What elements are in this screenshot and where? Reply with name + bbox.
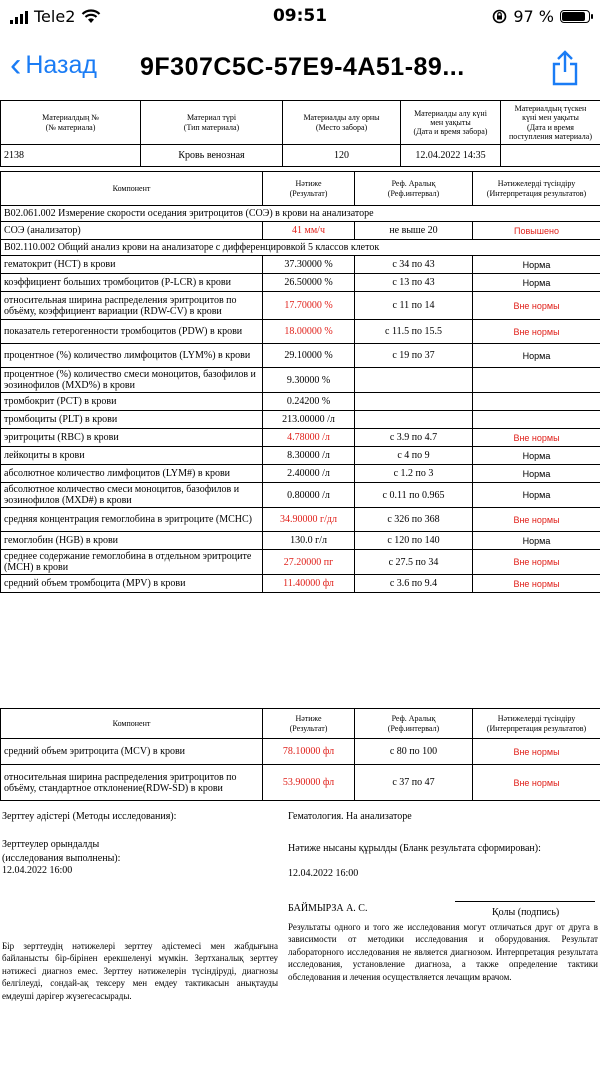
interpretation-cell: Вне нормы: [473, 575, 600, 593]
table-row: [1, 222, 600, 240]
component-cell: абсолютное количество лимфоцитов (LYM#) в крови: [1, 465, 263, 483]
results-table: [0, 171, 600, 593]
result-cell: 29.10000 %: [263, 344, 355, 368]
reference-cell: с 326 по 368: [355, 508, 473, 532]
reference-cell: [355, 411, 473, 429]
material-number-header: Материалдың № (№ материала): [1, 101, 141, 145]
component-header: Компонент: [1, 709, 263, 739]
reference-cell: с 19 по 37: [355, 344, 473, 368]
material-number: 2138: [1, 145, 141, 167]
component-cell: лейкоциты в крови: [1, 447, 263, 465]
reference-header: Реф. Аралық (Реф.интервал): [355, 172, 473, 206]
result-cell: 37.30000 %: [263, 256, 355, 274]
table-row: [1, 447, 600, 465]
document-page-2: [0, 708, 600, 801]
result-cell: 41 мм/ч: [263, 222, 355, 240]
table-row: [1, 550, 600, 575]
interpretation-cell: Норма: [473, 532, 600, 550]
reference-cell: не выше 20: [355, 222, 473, 240]
collection-date: 12.04.2022 14:35: [401, 145, 501, 167]
battery-percentage: 97 %: [513, 7, 554, 26]
result-cell: 18.00000 %: [263, 320, 355, 344]
note-russian: Результаты одного и того же исследования могут отличаться друг от друга в зависимости от методики исследования и оборудования. Результат лабораторного исследования не является диагнозом. Интерпретация результата исследования, установление диагноза, а также определение тактики обследования и лечения осуществляется лечащим врачом.: [288, 922, 598, 982]
document-page-1: [0, 100, 600, 593]
component-cell: СОЭ (анализатор): [1, 222, 263, 240]
table-row: [1, 274, 600, 292]
method-value: Гематология. На анализаторе: [288, 811, 412, 822]
table-row: [1, 256, 600, 274]
performed-date: 12.04.2022 16:00: [2, 865, 73, 876]
table-row: [1, 429, 600, 447]
document-title: 9F307C5C-57E9-4A51-89...: [140, 53, 465, 81]
reference-cell: с 37 по 47: [355, 765, 473, 801]
share-icon: [550, 50, 580, 86]
arrival-date: [501, 145, 600, 167]
chevron-left-icon: ‹: [10, 46, 22, 84]
signature-line: [455, 901, 595, 902]
reference-cell: с 1.2 по 3: [355, 465, 473, 483]
reference-cell: с 120 по 140: [355, 532, 473, 550]
interpretation-cell: Норма: [473, 483, 600, 508]
result-cell: 0.24200 %: [263, 393, 355, 411]
interpretation-cell: [473, 393, 600, 411]
document-footer: [0, 805, 600, 1066]
interpretation-cell: [473, 411, 600, 429]
section-cbc-title: B02.110.002 Общий анализ крови на анализаторе с дифференцировкой 5 классов клеток: [1, 240, 600, 256]
interpretation-cell: Норма: [473, 447, 600, 465]
reference-cell: с 3.9 по 4.7: [355, 429, 473, 447]
interpretation-cell: Вне нормы: [473, 508, 600, 532]
collection-place: 120: [283, 145, 401, 167]
component-cell: тромбокрит (PCT) в крови: [1, 393, 263, 411]
reference-cell: с 11.5 по 15.5: [355, 320, 473, 344]
formed-date: 12.04.2022 16:00: [288, 868, 359, 879]
table-row: [1, 320, 600, 344]
material-type-header: Материал түрі (Тип материала): [141, 101, 283, 145]
collection-place-header: Материалды алу орны (Место забора): [283, 101, 401, 145]
table-row: [1, 765, 600, 801]
component-cell: коэффициент больших тромбоцитов (P-LCR) в крови: [1, 274, 263, 292]
battery-icon: [560, 10, 590, 23]
reference-cell: [355, 368, 473, 393]
back-label: Назад: [25, 50, 97, 79]
table-row: [1, 483, 600, 508]
component-header: Компонент: [1, 172, 263, 206]
result-cell: 27.20000 пг: [263, 550, 355, 575]
arrival-date-header: Материалдың түскен күні мен уақыты (Дата и время поступления материала): [501, 101, 600, 145]
reference-header: Реф. Аралық (Реф.интервал): [355, 709, 473, 739]
interpretation-cell: Вне нормы: [473, 550, 600, 575]
table-row: [1, 411, 600, 429]
component-cell: средний объем эритроцита (MCV) в крови: [1, 739, 263, 765]
table-row: [1, 393, 600, 411]
result-cell: 53.90000 фл: [263, 765, 355, 801]
reference-cell: с 27.5 по 34: [355, 550, 473, 575]
share-button[interactable]: [550, 50, 580, 91]
interpretation-cell: Норма: [473, 274, 600, 292]
navigation-bar: [0, 36, 600, 101]
page-break: [0, 620, 600, 708]
component-cell: тромбоциты (PLT) в крови: [1, 411, 263, 429]
signature-label: Қолы (подпись): [492, 907, 560, 918]
table-row: [1, 368, 600, 393]
results-table-page-2: [0, 708, 600, 801]
result-cell: 26.50000 %: [263, 274, 355, 292]
component-cell: среднее содержание гемоглобина в отдельном эритроците (MCH) в крови: [1, 550, 263, 575]
interpretation-header: Нәтижелерді түсіндіру (Интерпретация результатов): [473, 172, 600, 206]
reference-cell: с 4 по 9: [355, 447, 473, 465]
interpretation-cell: Вне нормы: [473, 429, 600, 447]
performed-label: Зерттеулер орындалды (исследования выполнены):: [2, 839, 121, 864]
component-cell: относительная ширина распределения эритроцитов по объёму, стандартное отклонение(RDW-SD) в крови: [1, 765, 263, 801]
material-table: [0, 100, 600, 167]
result-cell: 2.40000 /л: [263, 465, 355, 483]
component-cell: эритроциты (RBC) в крови: [1, 429, 263, 447]
collection-date-header: Материалды алу күні мен уақыты (Дата и время забора): [401, 101, 501, 145]
result-cell: 78.10000 фл: [263, 739, 355, 765]
component-cell: гемоглобин (HGB) в крови: [1, 532, 263, 550]
orientation-lock-icon: [492, 9, 507, 24]
component-cell: средний объем тромбоцита (MPV) в крови: [1, 575, 263, 593]
reference-cell: с 11 по 14: [355, 292, 473, 320]
result-cell: 130.0 г/л: [263, 532, 355, 550]
table-row: [1, 739, 600, 765]
interpretation-cell: Вне нормы: [473, 292, 600, 320]
interpretation-cell: Вне нормы: [473, 765, 600, 801]
result-cell: 17.70000 %: [263, 292, 355, 320]
interpretation-cell: [473, 368, 600, 393]
component-cell: показатель гетерогенности тромбоцитов (PDW) в крови: [1, 320, 263, 344]
table-row: [1, 292, 600, 320]
table-row: [1, 465, 600, 483]
result-cell: 0.80000 /л: [263, 483, 355, 508]
reference-cell: с 3.6 по 9.4: [355, 575, 473, 593]
result-cell: 4.78000 /л: [263, 429, 355, 447]
table-row: [1, 344, 600, 368]
status-bar: [0, 0, 600, 34]
result-cell: 34.90000 г/дл: [263, 508, 355, 532]
material-type: Кровь венозная: [141, 145, 283, 167]
component-cell: процентное (%) количество смеси моноцитов, базофилов и эозинофилов (MXD%) в крови: [1, 368, 263, 393]
component-cell: относительная ширина распределения эритроцитов по объёму, коэффициент вариации (RDW-CV) в крови: [1, 292, 263, 320]
carrier-name: Tele2: [34, 7, 76, 26]
method-label: Зерттеу әдістері (Методы исследования):: [2, 811, 177, 822]
clock: 09:51: [272, 6, 328, 26]
reference-cell: [355, 393, 473, 411]
interpretation-cell: Вне нормы: [473, 739, 600, 765]
section-esr-title: B02.061.002 Измерение скорости оседания эритроцитов (СОЭ) в крови на анализаторе: [1, 206, 600, 222]
interpretation-cell: Вне нормы: [473, 320, 600, 344]
table-row: [1, 575, 600, 593]
interpretation-header: Нәтижелерді түсіндіру (Интерпретация результатов): [473, 709, 600, 739]
reference-cell: с 0.11 по 0.965: [355, 483, 473, 508]
reference-cell: с 34 по 43: [355, 256, 473, 274]
note-kazakh: Бір зерттеудің нәтижелері зерттеу әдістемесі мен жабдығына байланысты бір-бірінен ерекшеленуі мүмкін. Зертханалық зерттеу нәтижесі диагноз емес. Зерттеу нәтижелерін түсіндіруді, диагнозы белгілеуді, сондай-ақ тексеру мен емдеу тактикасын анықтауды емдеуші дәрігер жүзегесасырады.: [2, 941, 278, 1001]
back-button[interactable]: [10, 46, 97, 84]
result-cell: 9.30000 %: [263, 368, 355, 393]
component-cell: процентное (%) количество лимфоцитов (LYM%) в крови: [1, 344, 263, 368]
table-row: [1, 532, 600, 550]
component-cell: абсолютное количество смеси моноцитов, базофилов и эозинофилов (MXD#) в крови: [1, 483, 263, 508]
reference-cell: с 80 по 100: [355, 739, 473, 765]
result-header: Нәтиже (Результат): [263, 172, 355, 206]
interpretation-cell: Норма: [473, 465, 600, 483]
result-cell: 213.00000 /л: [263, 411, 355, 429]
result-cell: 8.30000 /л: [263, 447, 355, 465]
reference-cell: с 13 по 43: [355, 274, 473, 292]
interpretation-cell: Повышено: [473, 222, 600, 240]
component-cell: средняя концентрация гемоглобина в эритроците (MCHC): [1, 508, 263, 532]
interpretation-cell: Норма: [473, 256, 600, 274]
component-cell: гематокрит (HCT) в крови: [1, 256, 263, 274]
result-cell: 11.40000 фл: [263, 575, 355, 593]
formed-label: Нәтиже нысаны құрылды (Бланк результата сформирован):: [288, 843, 541, 854]
interpretation-cell: Норма: [473, 344, 600, 368]
doctor-name: БАЙМЫРЗА А. С.: [288, 903, 368, 914]
result-header: Нәтиже (Результат): [263, 709, 355, 739]
table-row: [1, 508, 600, 532]
